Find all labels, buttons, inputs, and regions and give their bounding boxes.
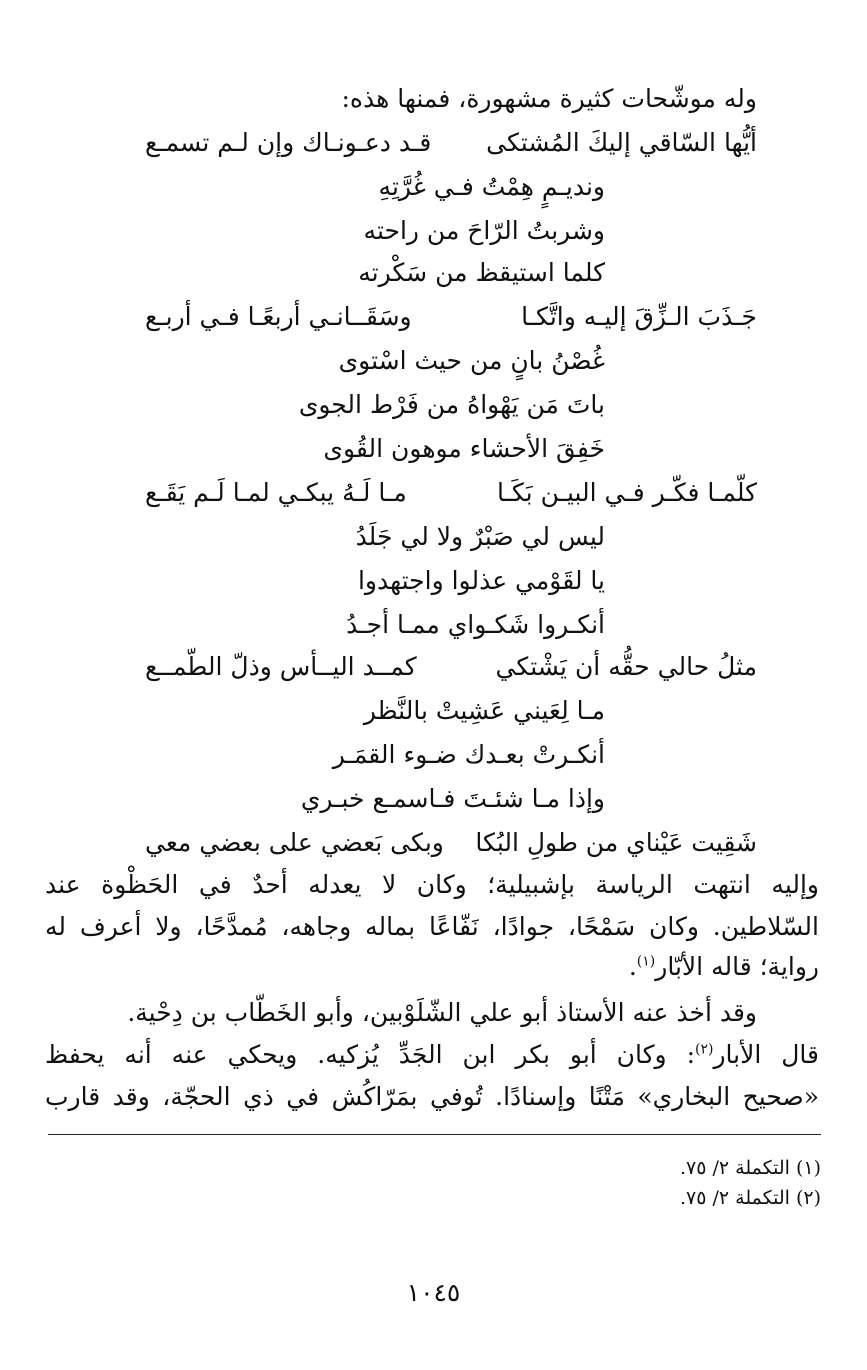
paragraph-line: وقد أخذ عنه الأستاذ أبو علي الشّلَوْبين، وأبو الخَطّاب بن دِحْية. [127, 998, 757, 1027]
verse-hemistich-left: قـد دعـونـاك وإن لـم تسمـع [145, 128, 432, 157]
paragraph-text: رواية؛ قاله الأبّار [655, 952, 819, 981]
footnote-ref[interactable]: (١) [636, 953, 656, 970]
footnote-number: (١) [795, 1157, 821, 1179]
verse-sub-line: مـا لِعَيني عَشِيتْ بالنَّظر [363, 696, 605, 725]
footnote-divider [48, 1134, 821, 1135]
paragraph-last-line: رواية؛ قاله الأبّار$^{(١)}$. [628, 952, 819, 981]
verse-sub-line: وإذا مـا شئـتَ فـاسمـع خبـري [300, 784, 605, 813]
verse-sub-line: يا لقَوْمي عذلوا واجتهدوا [357, 566, 605, 595]
paragraph-line: وإليه انتهت الرياسة بإشبيلية؛ وكان لا يعدله أحدٌ في الحَظْوة عند [45, 870, 819, 899]
verse-hemistich-left: كمــد اليــأس وذلّ الطّمــع [145, 652, 417, 681]
footnote-text: التكملة ٢/ ٧٥. [679, 1187, 790, 1209]
footnote-ref[interactable]: (٢) [695, 1041, 714, 1058]
verse-sub-line: كلما استيقظ من سَكْرته [358, 258, 605, 287]
footnote-item [680, 1156, 821, 1180]
paragraph-text: : وكان أبو بكر ابن الجَدِّ يُزكيه. ويحكي عنه أنه يحفظ [45, 1040, 695, 1069]
page-number: ١٠٤٥ [406, 1278, 461, 1307]
footnote-number: (٢) [795, 1187, 821, 1209]
verse-sub-line: أنكـرتْ بعـدك ضـوء القمَـر [332, 740, 605, 769]
verse-hemistich-right: شَقِيت عَيْناي من طولِ البُكا [475, 828, 757, 857]
verse-sub-line: باتَ مَن يَهْواهُ من فَرْط الجوى [298, 390, 605, 419]
verse-main-line [145, 652, 757, 682]
paragraph-text: قال الأبار [713, 1040, 820, 1069]
footnote-item [680, 1186, 821, 1210]
intro-line: وله موشّحات كثيرة مشهورة، فمنها هذه: [341, 84, 757, 113]
verse-main-line [145, 828, 757, 858]
paragraph-line: «صحيح البخاري» مَتْنًا وإسنادًا. تُوفي بمَرّاكُش في ذي الحجّة، وقد قارب [45, 1082, 819, 1111]
verse-hemistich-right: أيُّها السّاقي إليكَ المُشتكى [486, 128, 757, 157]
paragraph-first-line [45, 1040, 819, 1070]
verse-hemistich-right: كلّمـا فكّـر فـي البيـن بَكَـا [496, 478, 757, 507]
paragraph-line: السّلاطين. وكان سَمْحًا، جوادًا، نَفّاعًا بماله وجاهه، مُمدَّحًا، ولا أعرف له [45, 912, 819, 941]
verse-sub-line: غُصْنُ بانٍ من حيث اسْتوى [338, 346, 605, 375]
verse-hemistich-right: جَـذَبَ الـزِّقَ إليـه واتَّكـا [521, 302, 757, 331]
verse-sub-line: خَفِقَ الأحشاء موهون القُوى [323, 434, 605, 463]
verse-main-line [145, 302, 757, 332]
verse-sub-line: ليس لي صَبْرٌ ولا لي جَلَدُ [355, 522, 605, 551]
verse-hemistich-left: وسَقَــانـي أربعًـا فـي أربـع [145, 302, 412, 331]
verse-sub-line: وشربتُ الرّاحَ من راحته [363, 216, 605, 245]
verse-hemistich-left: مـا لَـهُ يبكـي لمـا لَـم يَقَـع [145, 478, 407, 507]
verse-hemistich-right: مثلُ حالي حقُّه أن يَشْتكي [495, 652, 757, 681]
verse-main-line [145, 478, 757, 508]
verse-main-line [145, 128, 757, 158]
verse-sub-line: أنكـروا شَكـواي ممـا أجـدُ [346, 610, 605, 639]
footnote-text: التكملة ٢/ ٧٥. [679, 1157, 790, 1179]
verse-hemistich-left: وبكى بَعضي على بعضي معي [145, 828, 444, 857]
verse-sub-line: ونديـمٍ هِمْتُ فـي غُرَّتِهِ [378, 172, 605, 201]
